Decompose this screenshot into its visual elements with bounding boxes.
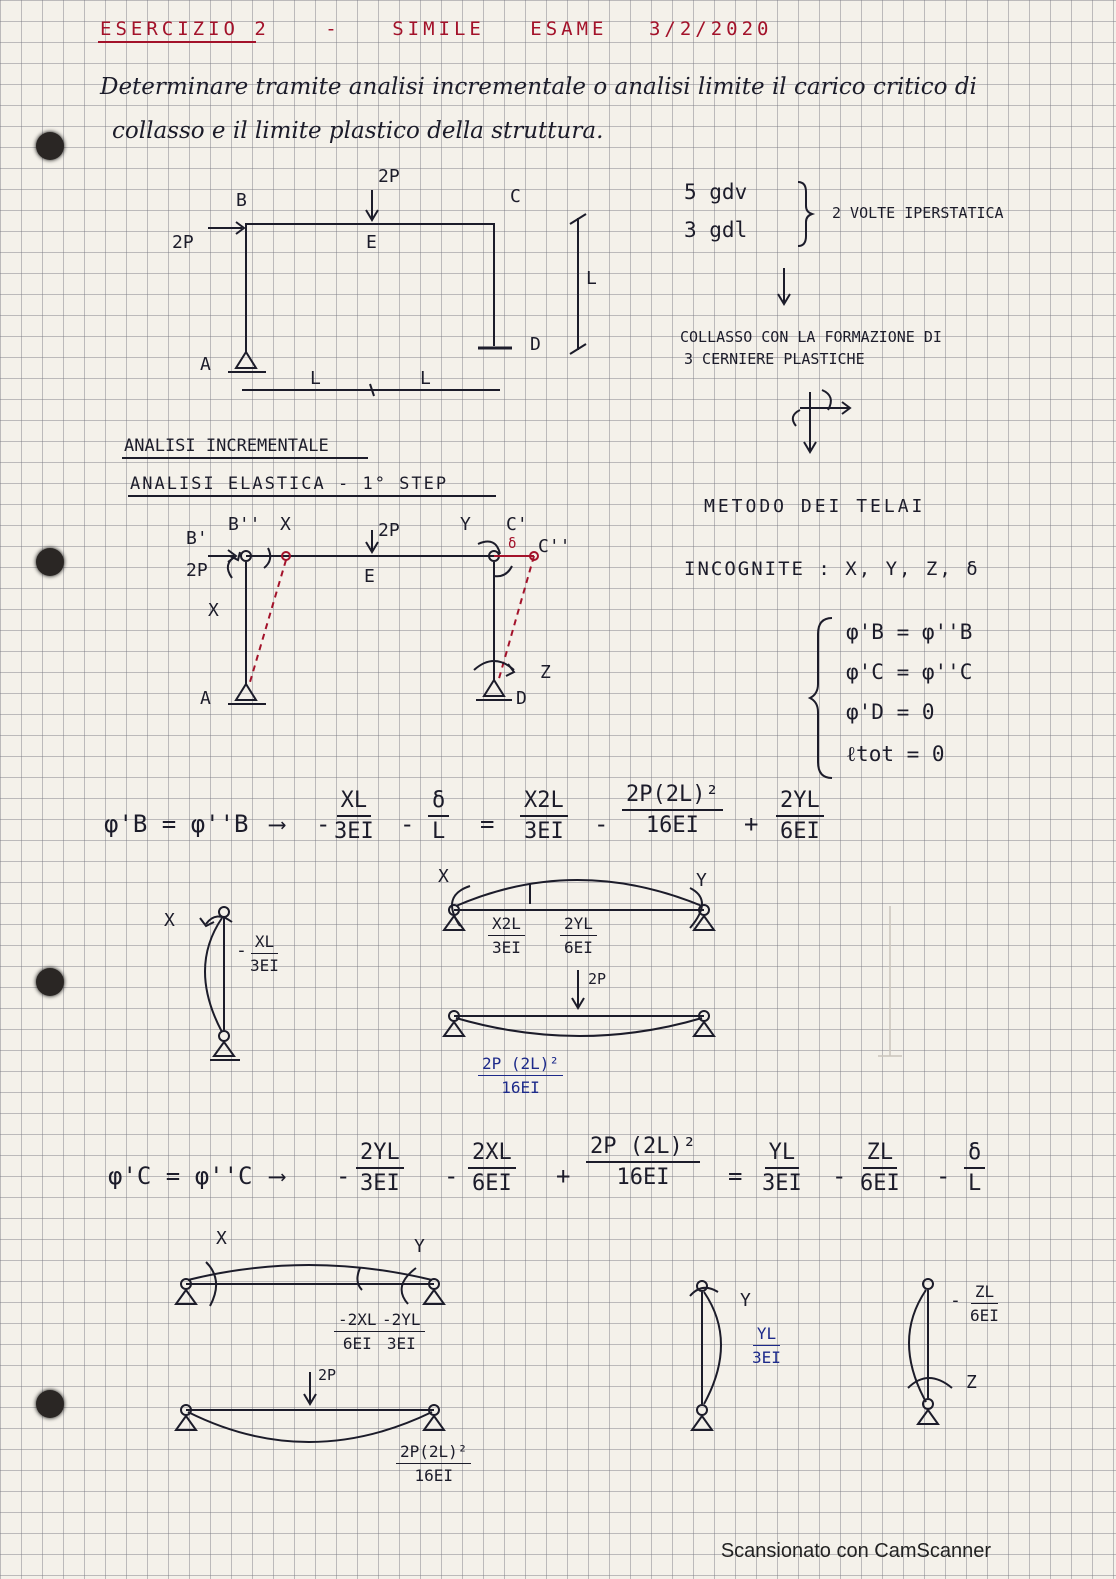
moment-label-x: X <box>280 514 291 535</box>
scanner-footer: Scansionato con CamScanner <box>720 1540 991 1562</box>
sketch1-load: 2P <box>588 970 607 988</box>
eq2-minus-3: - <box>832 1162 847 1190</box>
sketch-beam-2 <box>444 970 714 1036</box>
compat-eq-2: φ'C = φ''C <box>846 660 973 684</box>
eq1-minus-3: - <box>594 810 609 838</box>
eq2-minus-1: - <box>336 1162 351 1190</box>
node-label-d: D <box>530 334 541 355</box>
sketch2-y-col: Y <box>740 1290 751 1311</box>
exam-date: 3/2/2020 <box>648 18 773 40</box>
compat-eq-4: ℓtot = 0 <box>846 742 945 766</box>
header-title <box>100 18 772 40</box>
load-top-label: 2P <box>378 166 400 187</box>
span-label-2: L <box>420 368 431 389</box>
sketch1-load-rotation: $\frac{\text{2P (2L)²}}{16EI}$ <box>478 1054 563 1097</box>
collapse-line-2: 3 CERNIERE PLASTICHE <box>684 350 865 368</box>
sketch2-load: 2P <box>318 1366 337 1384</box>
moment-label-z: Z <box>540 662 551 683</box>
node-label-e: E <box>366 232 377 253</box>
eq2-minus-2: - <box>444 1162 459 1190</box>
node-label-a2: A <box>200 688 211 709</box>
sketch1-y-beam: Y <box>696 870 707 891</box>
load-label-2p: 2P <box>378 520 400 541</box>
span-label-1: L <box>310 368 321 389</box>
sketch-column-2 <box>690 1281 721 1430</box>
hyperstatic-degree: 2 VOLTE IPERSTATICA <box>832 204 1004 222</box>
node-label-e2: E <box>364 566 375 587</box>
compat-eq-1: φ'B = φ''B <box>846 620 973 644</box>
eq2-term-6: $\frac{\delta}{L}$ <box>964 1140 985 1196</box>
method-label: METODO DEI TELAI <box>704 496 926 517</box>
sketch1-x-left: X <box>164 910 175 931</box>
node-label-b-prime: B' <box>186 528 208 549</box>
sketch1-x-beam: X <box>438 866 449 887</box>
sketch2-col-rot-y: $\frac{YL}{3EI}$ <box>752 1324 781 1367</box>
eq1-minus-2: - <box>400 810 415 838</box>
eq1-term-4: $\frac{\text{2P(2L)²}}{16EI}$ <box>622 782 723 838</box>
node-label-b-second: B'' <box>228 514 261 535</box>
gdl-count: 3 gdl <box>684 218 748 242</box>
node-label-d2: D <box>516 688 527 709</box>
dash: - <box>325 18 341 40</box>
sketch2-beam-rot-y: $\frac{-2YL}{3EI}$ <box>378 1310 425 1353</box>
similar-label: SIMILE <box>392 18 485 40</box>
gdv-count: 5 gdv <box>684 180 748 204</box>
sketch-beam-4 <box>176 1372 444 1442</box>
section-heading-elastic: ANALISI ELASTICA - 1° STEP <box>130 474 449 494</box>
eq2-term-3: $\frac{\text{2P (2L)²}}{16EI}$ <box>586 1134 700 1190</box>
sketch2-y: Y <box>414 1236 425 1257</box>
side-load-label: 2P <box>186 560 208 581</box>
eq2-lhs: φ'C = φ''C <box>108 1162 253 1190</box>
eq1-equals: = <box>480 810 495 838</box>
eq1-term-2: $\frac{\delta}{L}$ <box>428 788 449 844</box>
sketch-column-3 <box>908 1279 952 1424</box>
eq2-term-5: $\frac{ZL}{6EI}$ <box>860 1140 900 1196</box>
sketch2-beam-rot-x: $\frac{-2XL}{6EI}$ <box>334 1310 381 1353</box>
sign-convention <box>793 390 850 452</box>
eq2-term-2: $\frac{2XL}{6EI}$ <box>468 1140 516 1196</box>
eq2-minus-4: - <box>936 1162 951 1190</box>
eq1-term-3: $\frac{X2L}{3EI}$ <box>520 788 568 844</box>
eq1-minus: - <box>316 810 331 838</box>
intro-line-2: collasso e il limite plastico della struttura. <box>112 118 604 144</box>
moment-label-x-col: X <box>208 600 219 621</box>
height-label: L <box>586 268 597 289</box>
faint-mark <box>878 906 902 1056</box>
sketch-beam-3 <box>176 1262 444 1306</box>
moment-label-y: Y <box>460 514 471 535</box>
node-label-c: C <box>510 186 521 207</box>
sketch2-col-rot-z: $\frac{ZL}{6EI}$ <box>970 1282 999 1325</box>
eq1-arrow: ⟶ <box>270 810 285 838</box>
sketch2-z: Z <box>966 1372 977 1393</box>
eq2-term-1: $\frac{2YL}{3EI}$ <box>356 1140 404 1196</box>
frame-diagram-1 <box>208 190 586 396</box>
eq1-term-1: $\frac{XL}{3EI}$ <box>334 788 374 844</box>
sketch2-load-rotation: $\frac{\text{2P(2L)²}}{16EI}$ <box>396 1442 471 1485</box>
exercise-label: ESERCIZIO 2 <box>100 18 270 40</box>
node-label-b: B <box>236 190 247 211</box>
intro-line-1: Determinare tramite analisi incrementale o analisi limite il carico critico di <box>100 74 977 100</box>
eq2-arrow: ⟶ <box>270 1162 285 1190</box>
node-label-c-second: C'' <box>538 536 571 557</box>
eq1-term-5: $\frac{2YL}{6EI}$ <box>776 788 824 844</box>
frame-diagram-2 <box>208 530 538 704</box>
load-side-label: 2P <box>172 232 194 253</box>
eq1-lhs: φ'B = φ''B <box>104 810 249 838</box>
sketch1-beam-rot-y: $\frac{2YL}{6EI}$ <box>560 914 597 957</box>
sketch1-col-minus: - <box>236 940 247 961</box>
node-label-c-prime: C' <box>506 514 528 535</box>
sketch1-col-rotation: $\frac{XL}{3EI}$ <box>250 932 279 975</box>
eq2-equals: = <box>728 1162 743 1190</box>
sketch2-col-minus: - <box>950 1290 961 1311</box>
exam-label: ESAME <box>530 18 608 40</box>
section-heading-incremental: ANALISI INCREMENTALE <box>124 436 329 456</box>
compat-eq-3: φ'D = 0 <box>846 700 935 724</box>
sketch2-x: X <box>216 1228 227 1249</box>
eq2-term-4: $\frac{YL}{3EI}$ <box>762 1140 802 1196</box>
sketch-column-1 <box>200 907 240 1060</box>
eq2-plus: + <box>556 1162 571 1190</box>
unknowns-label: INCOGNITE : X, Y, Z, δ <box>684 558 980 580</box>
delta-label: δ <box>508 536 517 552</box>
node-label-a: A <box>200 354 211 375</box>
collapse-line-1: COLLASSO CON LA FORMAZIONE DI <box>680 328 942 346</box>
sketch1-beam-rot-x: $\frac{X2L}{3EI}$ <box>488 914 525 957</box>
eq1-plus: + <box>744 810 759 838</box>
